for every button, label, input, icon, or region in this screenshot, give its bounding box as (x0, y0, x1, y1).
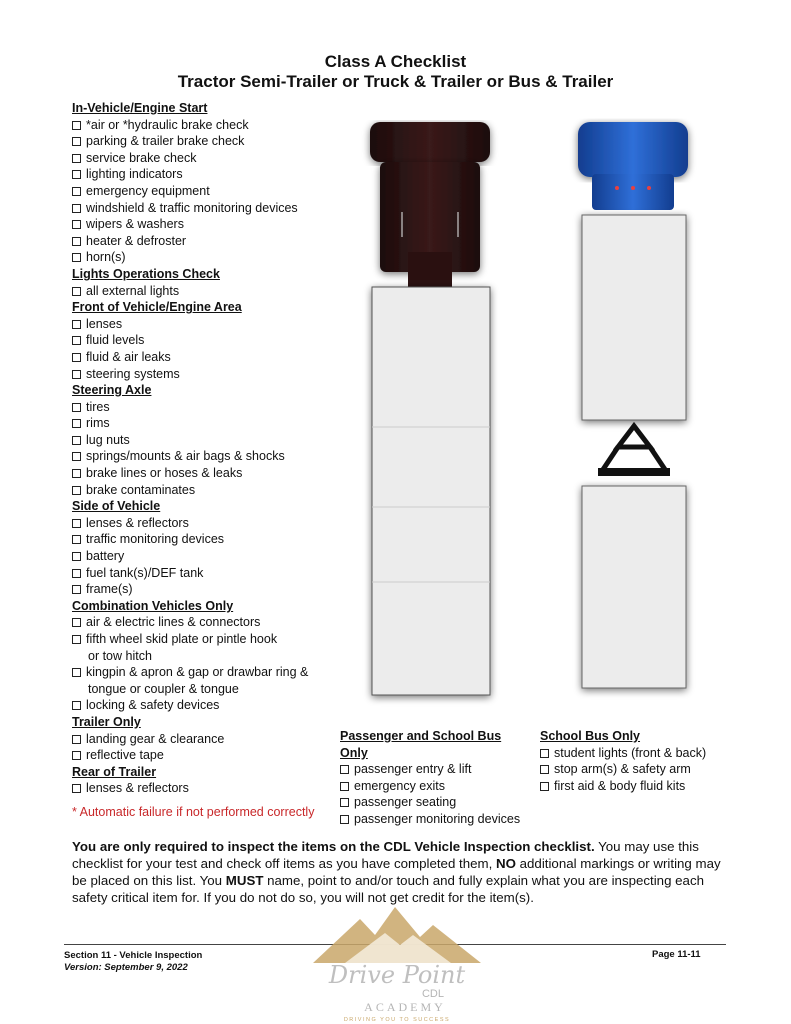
checklist-item[interactable]: *air or *hydraulic brake check (72, 117, 342, 134)
checklist-item[interactable]: all external lights (72, 283, 342, 300)
instructions-paragraph: You are only required to inspect the items on the CDL Vehicle Inspection checklist. You may use this checklist for your test and check off items as you have completed them, NO additional markings or writing may be placed on this list. You MUST name, point to and/or touch and fully explain what you are inspecting each safety critical item for. If you do not do so, you will not get credit for the item(s). (72, 839, 721, 905)
checkbox[interactable] (540, 782, 549, 791)
footer-section (64, 950, 202, 974)
checklist-item[interactable]: service brake check (72, 150, 342, 167)
checklist-item[interactable]: steering systems (72, 366, 342, 383)
checkbox[interactable] (72, 552, 81, 561)
checklist-item[interactable]: reflective tape (72, 747, 342, 764)
checklist-item[interactable]: battery (72, 548, 342, 565)
section-header: Lights Operations Check (72, 266, 220, 281)
checkbox[interactable] (72, 121, 81, 130)
checklist-item[interactable]: brake lines or hoses & leaks (72, 465, 342, 482)
checklist-item[interactable]: springs/mounts & air bags & shocks (72, 448, 342, 465)
checkbox[interactable] (340, 798, 349, 807)
checklist-item[interactable]: lenses (72, 316, 342, 333)
checklist-item[interactable]: emergency equipment (72, 183, 342, 200)
checkbox[interactable] (72, 535, 81, 544)
checkbox[interactable] (72, 635, 81, 644)
checklist-item[interactable]: rims (72, 415, 342, 432)
checklist-left-column (72, 100, 342, 797)
checklist-item[interactable]: emergency exits (340, 778, 530, 795)
checklist-item[interactable]: fifth wheel skid plate or pintle hook (72, 631, 342, 648)
checklist-item[interactable]: student lights (front & back) (540, 745, 740, 762)
checkbox[interactable] (72, 701, 81, 710)
checkbox[interactable] (340, 815, 349, 824)
checkbox[interactable] (72, 452, 81, 461)
section-header: School Bus Only (540, 729, 641, 743)
checklist-item[interactable]: brake contaminates (72, 482, 342, 499)
footer-section-title: Section 11 - Vehicle Inspection (64, 950, 203, 961)
checklist-item[interactable]: landing gear & clearance (72, 731, 342, 748)
checkbox[interactable] (72, 237, 81, 246)
checklist-item[interactable]: frame(s) (72, 581, 342, 598)
checkbox[interactable] (72, 668, 81, 677)
checkbox[interactable] (72, 204, 81, 213)
truck-and-trailer-icon (578, 122, 688, 688)
checkbox[interactable] (72, 336, 81, 345)
checklist-item[interactable]: tires (72, 399, 342, 416)
checklist-item[interactable]: stop arm(s) & safety arm (540, 761, 740, 778)
checkbox[interactable] (72, 735, 81, 744)
checklist-item[interactable]: lighting indicators (72, 166, 342, 183)
checkbox[interactable] (72, 137, 81, 146)
checkbox[interactable] (540, 765, 549, 774)
section-header: Combination Vehicles Only (72, 598, 234, 613)
checkbox[interactable] (72, 618, 81, 627)
logo-cdl: CDL (421, 988, 445, 1000)
checklist-item[interactable]: traffic monitoring devices (72, 531, 342, 548)
tractor-semi-trailer-icon (370, 122, 490, 695)
checkbox[interactable] (72, 419, 81, 428)
school-bus-column (540, 728, 740, 794)
checkbox[interactable] (72, 585, 81, 594)
checklist-item[interactable]: air & electric lines & connectors (72, 614, 342, 631)
page-title: Class A Checklist (324, 52, 467, 71)
footer-version: Version: September 9, 2022 (64, 962, 188, 973)
section-header: Side of Vehicle (72, 499, 161, 514)
passenger-bus-column (340, 728, 530, 828)
checkbox[interactable] (72, 469, 81, 478)
checklist-item[interactable]: first aid & body fluid kits (540, 778, 740, 795)
checklist-item[interactable]: passenger seating (340, 794, 530, 811)
section-header: Steering Axle (72, 383, 152, 398)
checklist-item[interactable]: windshield & traffic monitoring devices (72, 200, 342, 217)
failure-note: * Automatic failure if not performed correctly (72, 805, 315, 819)
section-header: Passenger and School Bus (340, 729, 502, 743)
section-header: Rear of Trailer (72, 764, 157, 779)
checkbox[interactable] (72, 370, 81, 379)
checklist-item[interactable]: lenses & reflectors (72, 780, 342, 797)
checkbox[interactable] (72, 154, 81, 163)
checklist-item[interactable]: passenger monitoring devices (340, 811, 530, 828)
drive-point-logo (305, 905, 490, 1023)
truck-illustrations (360, 112, 700, 707)
checkbox[interactable] (72, 220, 81, 229)
logo-tagline: DRIVING YOU TO SUCCESS (343, 1017, 451, 1023)
checklist-item[interactable]: kingpin & apron & gap or drawbar ring & (72, 664, 342, 681)
checklist-item[interactable]: horn(s) (72, 249, 342, 266)
checkbox[interactable] (72, 784, 81, 793)
checkbox[interactable] (540, 749, 549, 758)
section-header: Front of Vehicle/Engine Area (72, 300, 242, 315)
page-subtitle: Tractor Semi-Trailer or Truck & Trailer or Bus & Trailer (177, 72, 614, 91)
checklist-item[interactable]: fuel tank(s)/DEF tank (72, 565, 342, 582)
checkbox[interactable] (72, 486, 81, 495)
checklist-item[interactable]: heater & defroster (72, 233, 342, 250)
logo-wordmark: Drive Point (328, 961, 466, 989)
checklist-item[interactable]: locking & safety devices (72, 697, 342, 714)
checklist-item[interactable]: fluid & air leaks (72, 349, 342, 366)
checkbox[interactable] (72, 519, 81, 528)
checkbox[interactable] (72, 253, 81, 262)
checklist-item[interactable]: wipers & washers (72, 216, 342, 233)
checkbox[interactable] (72, 353, 81, 362)
checklist-item[interactable]: lug nuts (72, 432, 342, 449)
section-header-cont: Only (340, 745, 368, 760)
checkbox[interactable] (72, 436, 81, 445)
checkbox[interactable] (72, 320, 81, 329)
checklist-item[interactable]: lenses & reflectors (72, 515, 342, 532)
checklist-item-continued: tongue or coupler & tongue (88, 681, 239, 696)
checkbox[interactable] (340, 782, 349, 791)
section-header: In-Vehicle/Engine Start (72, 101, 208, 115)
footer-page-number: Page 11-11 (652, 949, 701, 960)
checkbox[interactable] (72, 187, 81, 196)
checklist-item[interactable]: fluid levels (72, 332, 342, 349)
checklist-item[interactable]: parking & trailer brake check (72, 133, 342, 150)
checkbox[interactable] (72, 751, 81, 760)
logo-academy: ACADEMY (364, 1000, 446, 1014)
section-header: Trailer Only (72, 714, 141, 729)
checkbox[interactable] (72, 287, 81, 296)
checkbox[interactable] (72, 569, 81, 578)
checkbox[interactable] (72, 403, 81, 412)
checklist-item-continued: or tow hitch (88, 648, 152, 663)
checkbox[interactable] (340, 765, 349, 774)
checkbox[interactable] (72, 170, 81, 179)
checklist-item[interactable]: passenger entry & lift (340, 761, 530, 778)
